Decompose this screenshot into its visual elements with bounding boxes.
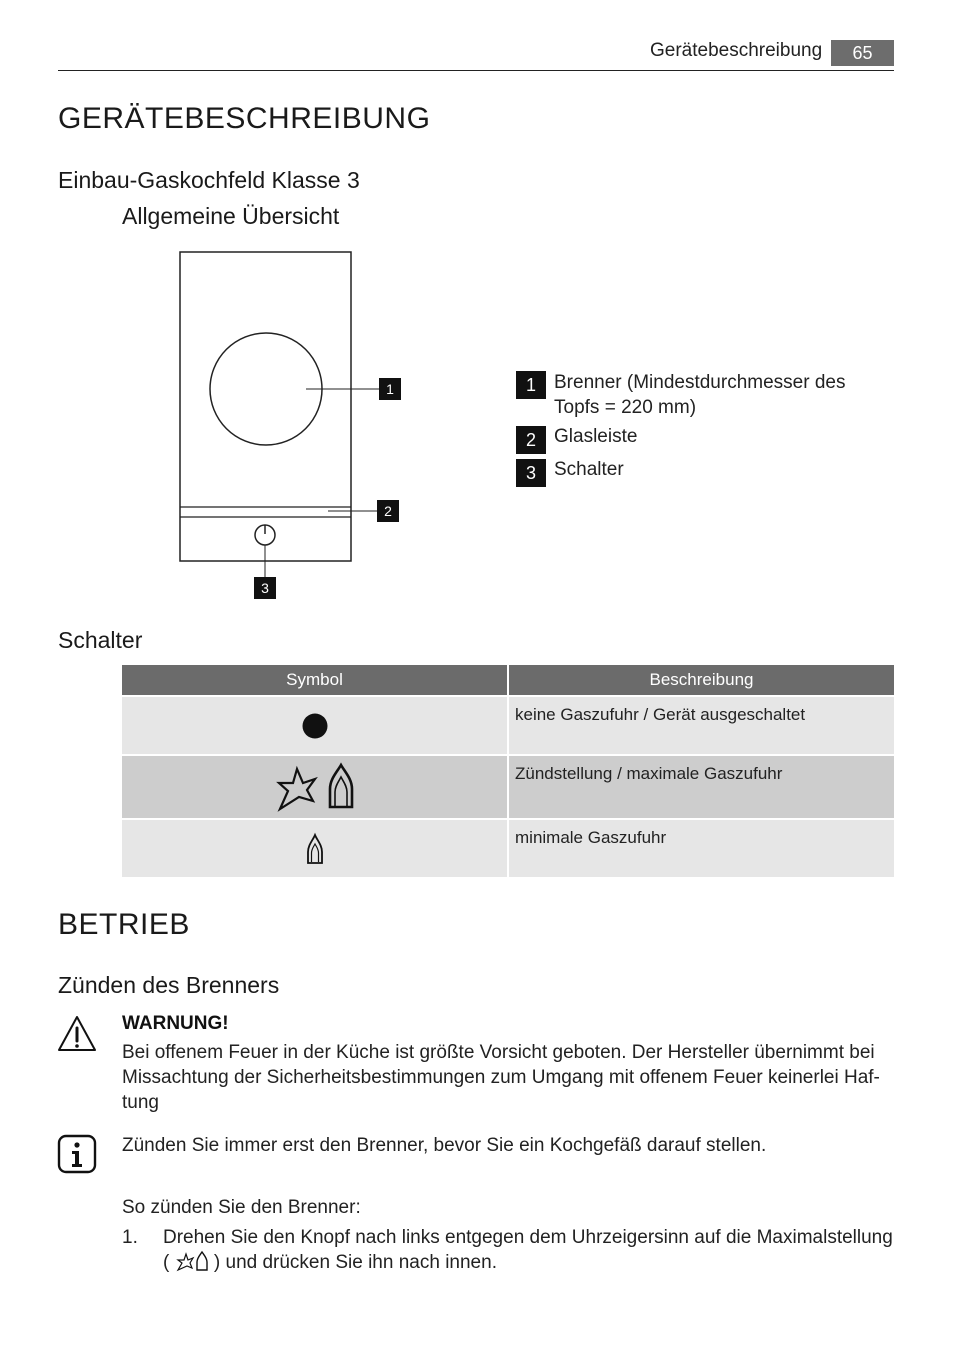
- hob-diagram: [170, 245, 420, 605]
- step-number: 1.: [122, 1227, 138, 1248]
- warning-text: Bei offenem Feuer in der Küche ist größte Vorsicht geboten. Der Hersteller übernimmt bei Missachtung der Sicherheitsbestimmungen zum Umgang mit offenem Feuer keinerlei Haf- tung: [122, 1042, 880, 1113]
- hob-outline: [180, 252, 351, 561]
- warning-triangle-icon: [56, 1014, 98, 1054]
- info-text: Zünden Sie immer erst den Brenner, bevor Sie ein Kochgefäß darauf stellen.: [122, 1135, 767, 1156]
- spark-and-large-flame-icon: [267, 759, 363, 815]
- header-divider: [58, 70, 894, 71]
- legend-badge-1: 1: [516, 371, 546, 399]
- table-header-description: Beschreibung: [509, 665, 894, 695]
- small-flame-icon: [305, 832, 325, 866]
- table-cell-description: keine Gaszufuhr / Gerät ausgeschaltet: [509, 697, 894, 754]
- subsection-title: Einbau-Gaskochfeld Klasse 3: [58, 167, 360, 193]
- callout-badge-1: 1: [379, 378, 401, 400]
- legend-badge-3: 3: [516, 459, 546, 487]
- ignite-heading: Zünden des Brenners: [58, 972, 280, 998]
- table-cell-symbol: [122, 756, 507, 818]
- filled-circle-icon: [300, 711, 330, 741]
- table-cell-description: minimale Gaszufuhr: [509, 820, 894, 877]
- step-text-after: ) und drücken Sie ihn nach innen.: [213, 1252, 497, 1273]
- ignition-max-inline-icon: [175, 1250, 209, 1272]
- switch-heading: Schalter: [58, 627, 143, 653]
- table-cell-symbol: [122, 697, 507, 754]
- steps-intro: So zünden Sie den Brenner:: [122, 1197, 361, 1218]
- legend-text-1: Brenner (Mindestdurchmesser des Topfs = 220 mm): [554, 372, 846, 418]
- legend-text-3: Schalter: [554, 459, 624, 480]
- table-row: [122, 756, 894, 818]
- table-header-symbol: Symbol: [122, 665, 507, 695]
- info-icon: [57, 1134, 97, 1174]
- table-row: [122, 820, 894, 877]
- callout-badge-3: 3: [254, 577, 276, 599]
- running-head: Gerätebeschreibung: [650, 40, 823, 61]
- step-open-paren: (: [163, 1252, 170, 1273]
- operation-title: BETRIEB: [58, 908, 190, 941]
- symbol-table: [122, 665, 894, 877]
- legend-badge-2: 2: [516, 426, 546, 454]
- callout-badge-2: 2: [377, 500, 399, 522]
- table-cell-description: Zündstellung / maximale Gaszufuhr: [509, 756, 894, 818]
- warning-title: WARNUNG!: [122, 1013, 229, 1034]
- section-title: GERÄTEBESCHREIBUNG: [58, 102, 431, 135]
- table-row: [122, 697, 894, 754]
- table-cell-symbol: [122, 820, 507, 877]
- step-text-before: Drehen Sie den Knopf nach links entgegen dem Uhrzeigersinn auf die Maximalstellung: [163, 1227, 893, 1248]
- page-number: 65: [831, 40, 894, 66]
- step-text: [163, 1225, 893, 1275]
- burner-circle: [210, 333, 322, 445]
- table-header: [122, 665, 894, 695]
- overview-heading: Allgemeine Übersicht: [122, 203, 340, 229]
- legend-text-2: Glasleiste: [554, 426, 638, 447]
